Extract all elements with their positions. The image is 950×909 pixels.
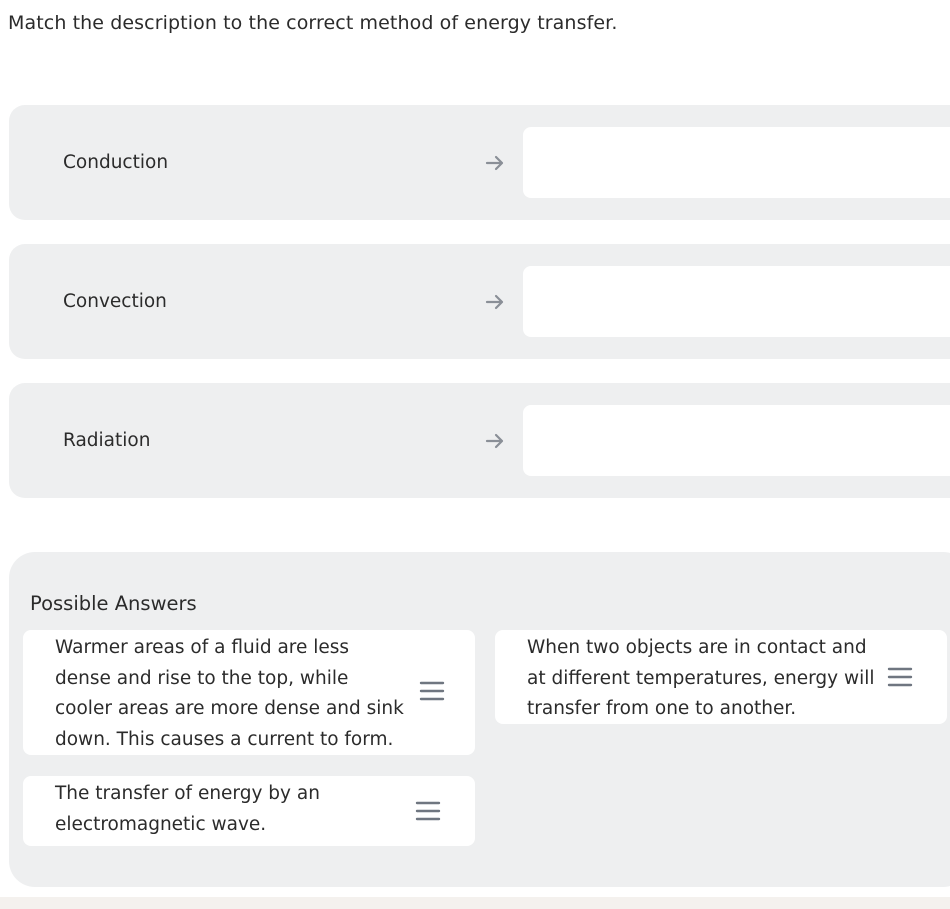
possible-answers-panel: [9, 552, 950, 887]
match-row-conduction: [9, 105, 950, 220]
match-row-convection: [9, 244, 950, 359]
match-label: Convection: [63, 291, 167, 312]
answer-text: Warmer areas of a fluid are less dense and rise to the top, while cooler areas are more dense and sink down. This causes a current to form.: [55, 637, 404, 750]
arrow-right-icon: [483, 429, 507, 453]
match-label: Conduction: [63, 152, 169, 173]
answer-card-radiation-description[interactable]: [23, 776, 475, 846]
answer-card-conduction-description[interactable]: [495, 630, 947, 724]
match-row-radiation: [9, 383, 950, 498]
answer-text: When two objects are in contact and at different temperatures, energy will transfer from one to another.: [527, 637, 875, 719]
arrow-right-icon: [483, 151, 507, 175]
possible-answers-heading: Possible Answers: [30, 592, 197, 615]
drop-zone[interactable]: [523, 266, 950, 337]
drag-handle-icon[interactable]: [415, 799, 441, 823]
footer-strip: [0, 897, 950, 909]
answer-card-convection-description[interactable]: [23, 630, 475, 755]
answer-text: The transfer of energy by an electromagnetic wave.: [55, 783, 320, 835]
match-label: Radiation: [63, 430, 151, 451]
question-prompt: Match the description to the correct method of energy transfer.: [8, 12, 618, 34]
drop-zone[interactable]: [523, 127, 950, 198]
drop-zone[interactable]: [523, 405, 950, 476]
drag-handle-icon[interactable]: [419, 679, 445, 703]
arrow-right-icon: [483, 290, 507, 314]
drag-handle-icon[interactable]: [887, 665, 913, 689]
